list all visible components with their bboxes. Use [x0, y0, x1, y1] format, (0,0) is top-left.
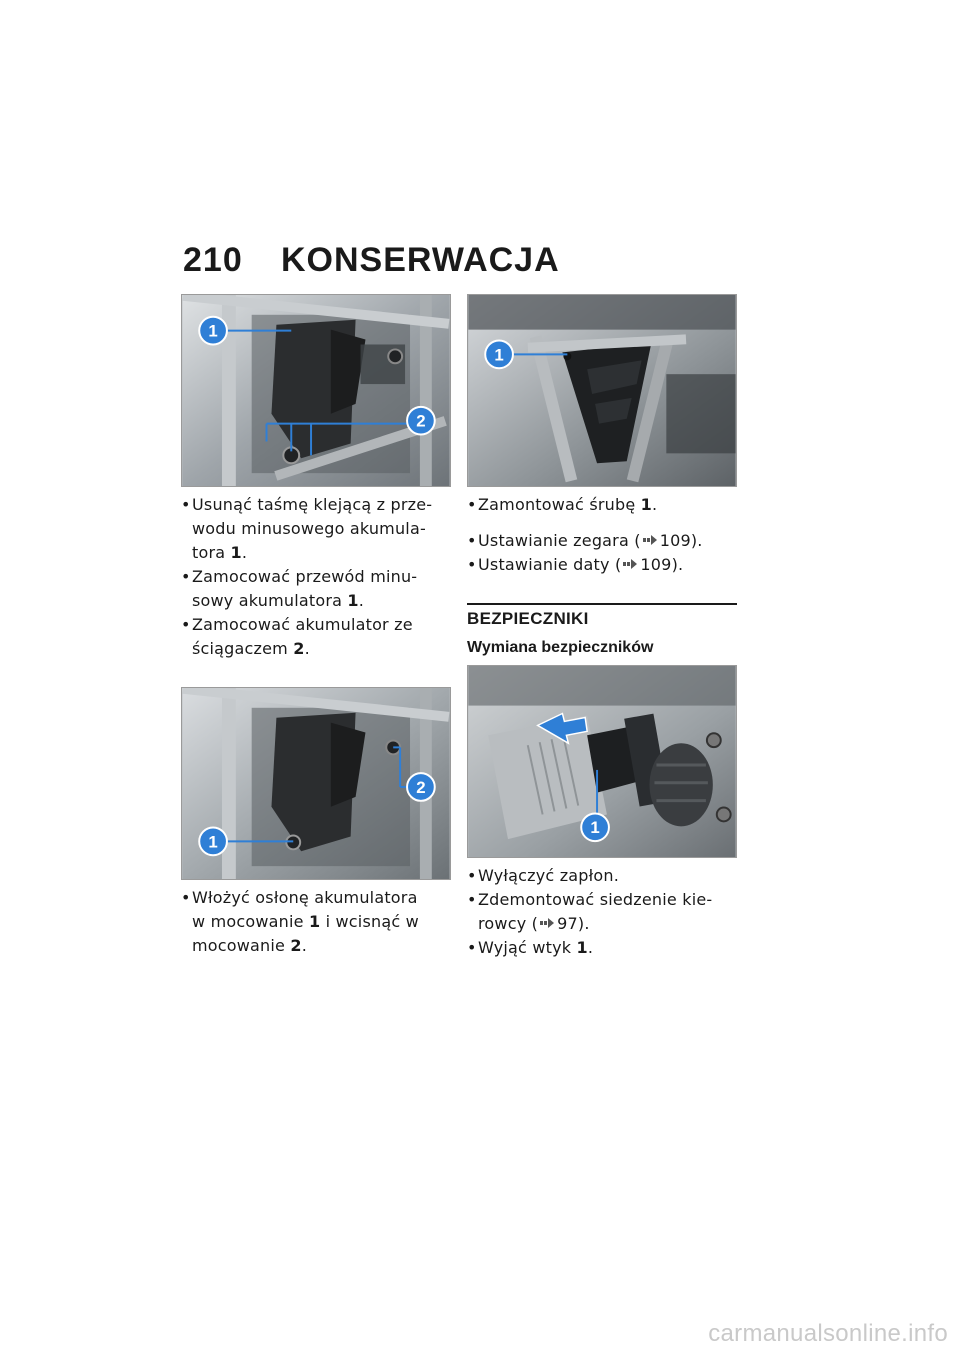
step-ignition-off: • Wyłączyć zapłon. — [467, 866, 620, 885]
callout-ref: 1 — [347, 591, 359, 610]
step-remove-tape: • Usunąć taśmę klejącą z prze- wodu minusowego akumula- tora 1. — [181, 495, 433, 562]
subsection-title: Wymiana bezpieczników — [467, 639, 654, 656]
callout-ref: 1 — [230, 543, 242, 562]
step-fix-negative-cable: • Zamocować przewód minu- sowy akumulatora 1. — [181, 567, 418, 610]
callout-1 — [199, 828, 227, 856]
step-line: Zamocować akumulator ze — [192, 615, 413, 634]
mount-screw-photo — [468, 295, 736, 486]
callout-ref: 1 — [308, 912, 321, 931]
left-column — [181, 294, 451, 958]
callout-ref: 1 — [576, 938, 588, 957]
page-reference[interactable]: 109 — [640, 555, 672, 574]
battery-tape-photo — [182, 295, 450, 486]
page-number: 210 — [183, 240, 243, 279]
steps-battery-cover — [181, 886, 451, 958]
callout-2 — [407, 773, 435, 801]
callout-ref: 2 — [290, 936, 302, 955]
page-reference-icon — [643, 535, 657, 545]
step-line: sowy akumulatora — [192, 591, 348, 610]
callout-ref: 2 — [293, 639, 305, 658]
page-header — [183, 240, 560, 280]
step-insert-cover: • Włożyć osłonę akumulatora w mocowanie 1 i wcisnąć w mocowanie 2. — [181, 888, 419, 955]
callout-label: 2 — [416, 411, 426, 431]
page-reference-icon — [623, 559, 637, 569]
step-line: Włożyć osłonę akumulatora — [192, 888, 418, 907]
callout-1 — [581, 813, 609, 841]
step-remove-seat: • Zdemontować siedzenie kie- rowcy ( 97). — [467, 890, 713, 933]
callout-label: 1 — [494, 345, 504, 365]
steps-settings — [467, 529, 737, 577]
figure-fuse-plug — [467, 665, 737, 858]
chapter-title: KONSERWACJA — [281, 240, 560, 279]
steps-battery-tape — [181, 493, 451, 661]
callout-label: 1 — [208, 832, 218, 852]
figure-battery-tape — [181, 294, 451, 487]
callout-2 — [407, 407, 435, 435]
step-fix-battery-strap: • Zamocować akumulator ze ściągaczem 2. — [181, 615, 413, 658]
callout-1 — [199, 317, 227, 345]
section-title: BEZPIECZNIKI — [467, 609, 589, 628]
steps-mount — [467, 493, 737, 517]
section-divider — [467, 603, 737, 605]
fuse-plug-photo — [468, 666, 736, 857]
page-reference[interactable]: 97 — [557, 914, 578, 933]
step-line: ściągaczem — [192, 639, 294, 658]
figure-mount-screw — [467, 294, 737, 487]
step-line: tora — [192, 543, 231, 562]
callout-label: 2 — [416, 777, 426, 797]
battery-cover-photo — [182, 688, 450, 879]
callout-label: 1 — [208, 321, 218, 341]
step-mount-screw: • Zamontować śrubę 1. — [467, 495, 658, 514]
callout-1 — [485, 341, 513, 369]
step-line: Usunąć taśmę klejącą z prze- — [192, 495, 433, 514]
step-set-date: • Ustawianie daty ( 109). — [467, 555, 684, 574]
step-line: wodu minusowego akumula- — [192, 519, 426, 538]
watermark: carmanualsonline.info — [708, 1320, 948, 1347]
page-reference[interactable]: 109 — [659, 531, 691, 550]
step-remove-plug: • Wyjąć wtyk 1. — [467, 938, 594, 957]
callout-label: 1 — [590, 818, 600, 838]
callout-ref: 1 — [640, 495, 653, 514]
figure-battery-cover — [181, 687, 451, 880]
steps-fuses — [467, 864, 737, 960]
step-set-clock: • Ustawianie zegara ( 109). — [467, 531, 703, 550]
right-column — [467, 294, 737, 960]
step-line: Zamocować przewód minu- — [192, 567, 418, 586]
page-reference-icon — [540, 918, 554, 928]
